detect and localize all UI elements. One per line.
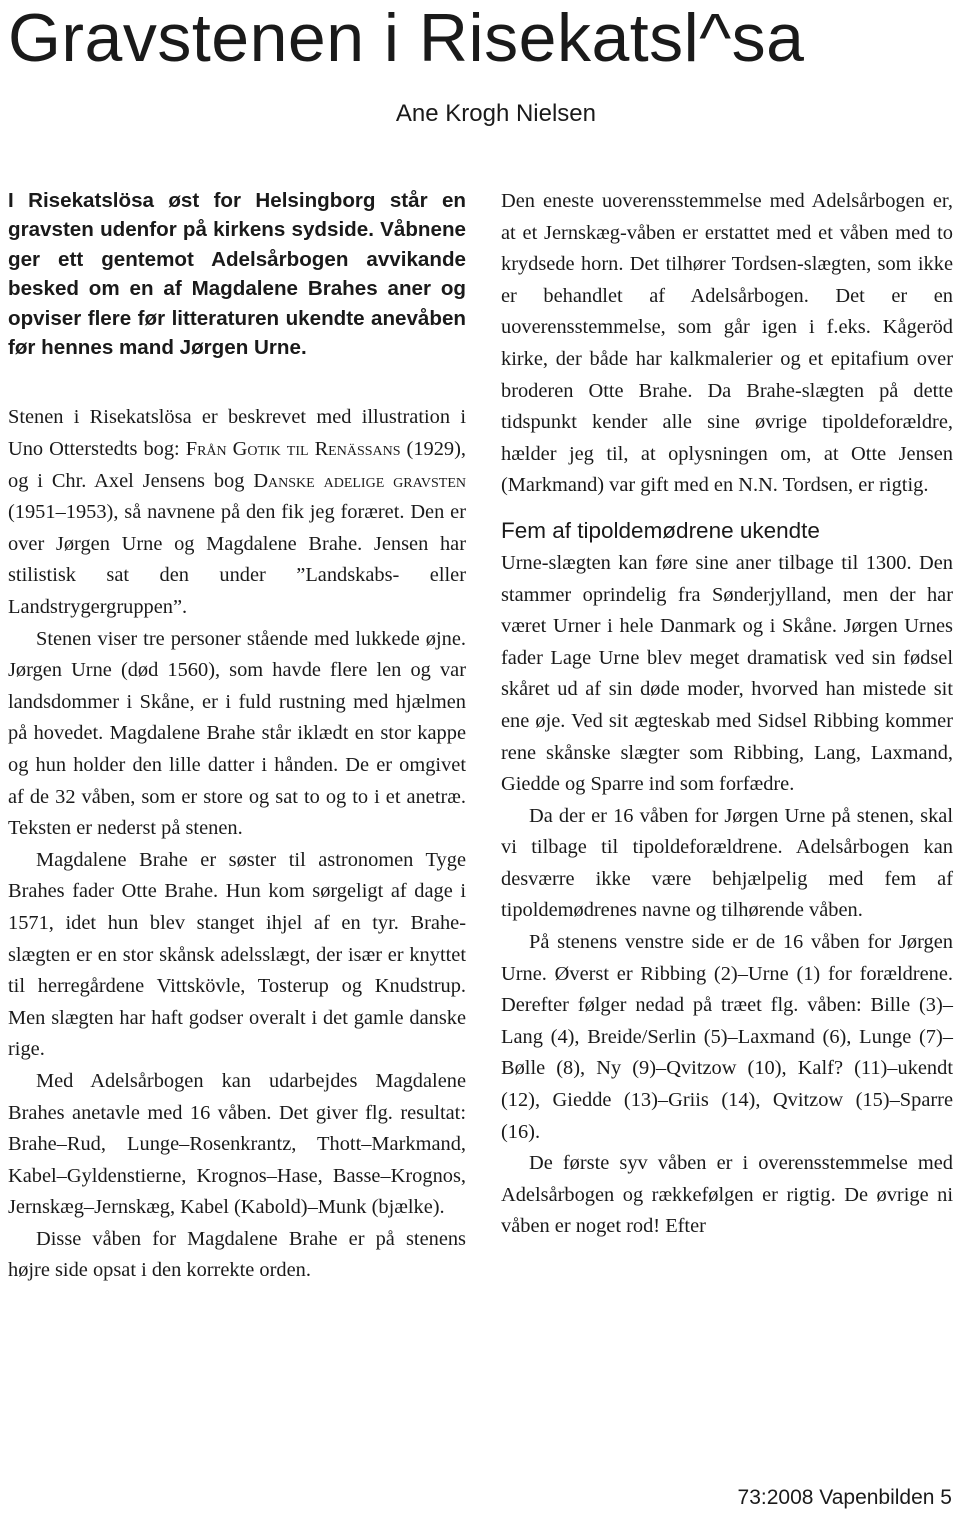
book-title-otterstedt: Från Gotik til Renässans [185, 438, 401, 461]
author-name: Ane Krogh Nielsen [395, 100, 596, 127]
body-paragraph-4: Med Adelsårbogen kan udarbejdes Magdalene Brahes anetavle med 16 våben. Det giver flg. resultat: Brahe–Rud, Lunge–Rosenkrantz, Thott–Markmand, Kabel–Gyldenstierne, Krognos–Hase, Basse–Krognos, Jernskæg–Jernskæg, Kabel (Kabold)–Munk (bjælke). [8, 1069, 466, 1219]
body-paragraph-1 [8, 402, 466, 623]
body-paragraph-9: På stenens venstre side er de 16 våben for Jørgen Urne. Øverst er Ribbing (2)–Urne (1) for forældrene. Derefter følger nedad på træet flg. våben: Bille (3)–Lang (4), Breide/Serlin (5)–Laxmand (6), Lunge (7)–Bølle (8), Ny (9)–Qvitzow (10), Kalf? (11)–ukendt (12), Giedde (13)–Griis (14), Qvitzow (15)–Sparre (16). [501, 931, 953, 1143]
text-run: Stenen i Risekatslösa er beskrevet med illustration i Uno Otterstedts bog: [8, 406, 466, 461]
body-paragraph-10: De første syv våben er i overensstemmelse med Adelsårbogen og rækkefølgen er rigtig. De øvrige ni våben er noget rod! Efter [501, 1152, 953, 1238]
section-heading: Fem af tipoldemødrene ukendte [501, 517, 820, 543]
body-paragraph-8: Da der er 16 våben for Jørgen Urne på stenen, skal vi tilbage til tipoldeforældrene. Adelsårbogen kan desværre ikke være behjælpelig med fem af tipoldemødrenes navne og tilhørende våben. [501, 804, 953, 922]
book-title-jensen: Danske adelige gravsten [253, 469, 467, 492]
lead-paragraph: I Risekatslösa øst for Helsingborg står en gravsten udenfor på kirkens sydside. Våbnene ger ett gentemot Adelsårbogen avvikande besked om en af Magdalene Brahes aner og opviser flere før litteraturen ukendte anevåben før hennes mand Jørgen Urne. [8, 189, 466, 360]
body-paragraph-2: Stenen viser tre personer stående med lukkede øjne. Jørgen Urne (død 1560), som havde flere len og var landsdommer i Skåne, er i fuld rustning med hjælmen på hovedet. Magdalene Brahe står iklædt en stor kappe og hun holder den lille datter i hånden. De er omgivet af de 32 våben, som er store og sat to og to i et anetræ. Teksten er nederst på stenen. [8, 627, 466, 840]
body-paragraph-7: Urne-slægten kan føre sine aner tilbage til 1300. Den stammer oprindelig fra Sønderjylland, men der har været Urner i hele Danmark og i Skåne. Jørgen Urnes fader Lage Urne blev meget dramatisk ved sin fødsel skåret ud af sin døde moder, hvorved han mistede sit ene øje. Ved sit ægteskab med Sidsel Ribbing kommer rene skånske slægter som Ribbing, Lang, Laxmand, Giedde og Sparre ind som forfædre. [501, 551, 953, 796]
left-column [8, 186, 466, 1287]
body-paragraph-6: Den eneste uoverensstemmelse med Adelsårbogen er, at et Jernskæg-våben er erstattet med et våben med to krydsede horn. Det tilhører Tordsen-slægten, som ikke er behandlet af Adelsårbogen. Det er en uoverensstemmelse, som går igen i f.eks. Kågeröd kirke, der både har kalkmalerier og et epitafium over broderen Otte Brahe. Da Brahe-slægten på dette tidspunkt kender alle sine øvrige tipoldeforældre, hælder jeg til, at oplysningen om, at Otte Jensen (Markmand) var gift med en N.N. Tordsen, er rigtig. [501, 190, 953, 497]
body-paragraph-3: Magdalene Brahe er søster til astronomen Tyge Brahes fader Otte Brahe. Hun kom sørgeligt af dage i 1571, idet hun blev stanget ihjel af en tyr. Brahe-slægten er en stor skånsk adelsslægt, der især er knyttet til herregårdene Vittskövle, Tosterup og Knudstrup. Men slægten har haft godser overalt i det gamle danske rige. [8, 848, 466, 1061]
text-run: (1951–1953), så navnene på den fik jeg foræret. Den er over Jørgen Urne og Magdalene Brahe. Jensen har stilistisk sat den under ”Landskabs- eller Landstrygergruppen”. [8, 501, 466, 618]
body-paragraph-5: Disse våben for Magdalene Brahe er på stenens højre side opsat i den korrekte orden. [8, 1227, 466, 1282]
text-run: (1929), og i Chr. Axel Jensens bog [8, 438, 466, 492]
page-footer: 73:2008 Vapenbilden 5 [737, 1486, 952, 1509]
right-column [501, 186, 953, 1243]
article-title: Gravstenen i Risekatsl^sa [8, 0, 805, 76]
